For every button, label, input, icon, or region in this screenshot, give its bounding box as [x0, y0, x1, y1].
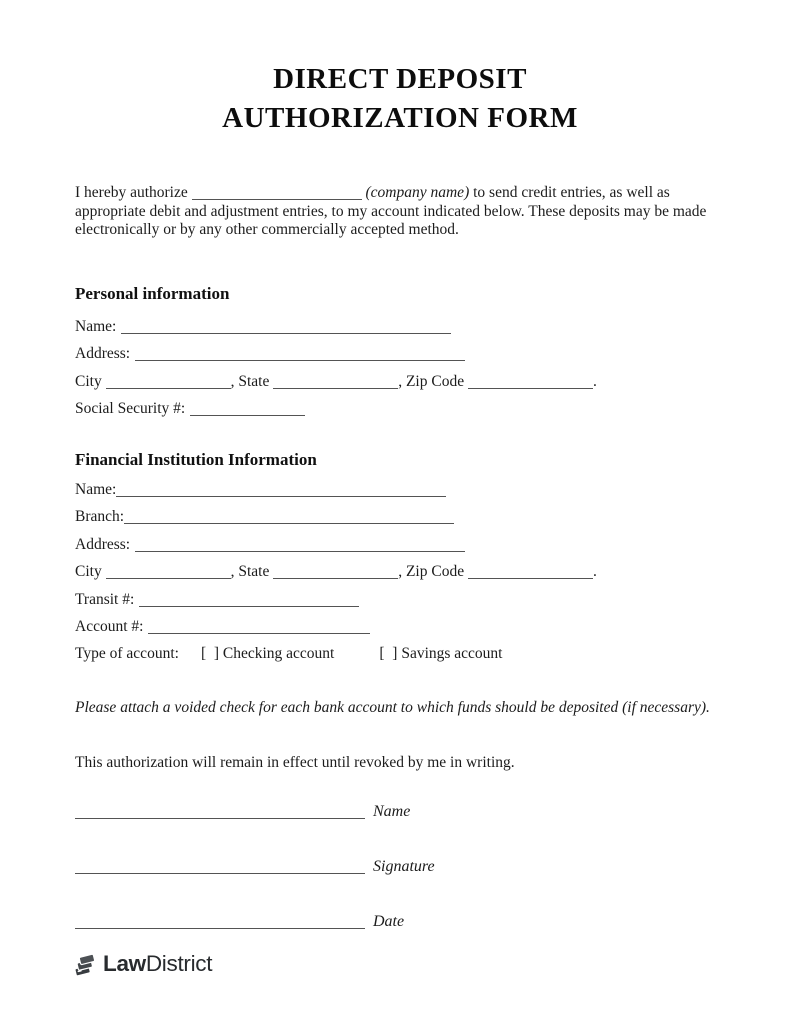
financial-zip-label: , Zip Code [398, 563, 465, 581]
financial-name-row [75, 476, 740, 503]
page-title-line2: AUTHORIZATION FORM [222, 102, 578, 134]
financial-name-field[interactable] [116, 485, 446, 497]
financial-line-end: . [592, 563, 597, 581]
financial-state-label: , State [230, 563, 270, 581]
financial-city-state-zip-row [75, 558, 740, 585]
signature-date-field[interactable] [75, 917, 365, 929]
financial-state-field[interactable] [273, 567, 398, 579]
personal-address-field[interactable] [135, 349, 465, 361]
financial-transit-field[interactable] [139, 595, 359, 607]
company-name-hint: (company name) [365, 184, 470, 201]
account-type-label: Type of account: [75, 645, 179, 663]
page-title-line1: DIRECT DEPOSIT [273, 63, 527, 95]
signature-sign-field[interactable] [75, 862, 365, 874]
personal-zip-field[interactable] [468, 377, 593, 389]
financial-transit-label: Transit #: [75, 590, 135, 608]
financial-address-row [75, 531, 740, 558]
personal-zip-label: , Zip Code [398, 372, 465, 390]
signature-sign-label: Signature [373, 858, 435, 875]
signature-name-row [75, 802, 410, 822]
financial-account-row [75, 613, 740, 640]
page-title [0, 60, 800, 138]
intro-paragraph [75, 184, 723, 240]
signature-sign-row [75, 857, 435, 877]
brand-text-law: Law [103, 951, 146, 976]
personal-address-label: Address: [75, 345, 131, 363]
savings-account-checkbox[interactable]: [ ] [379, 645, 398, 663]
financial-branch-label: Branch: [75, 508, 125, 526]
intro-lead: I hereby authorize [75, 184, 188, 201]
financial-city-label: City [75, 563, 102, 581]
financial-branch-row [75, 503, 740, 530]
account-type-row [75, 640, 740, 667]
financial-city-field[interactable] [106, 567, 231, 579]
lawdistrict-logo-icon [71, 951, 98, 977]
personal-name-row [75, 313, 740, 340]
financial-transit-row [75, 586, 740, 613]
financial-name-label: Name: [75, 481, 117, 498]
voided-check-note: Please attach a voided check for each bank account to which funds should be deposited (if necessary). [75, 699, 710, 716]
personal-info-rows [75, 313, 740, 423]
personal-ssn-label: Social Security #: [75, 400, 186, 418]
financial-account-label: Account #: [75, 618, 144, 636]
brand-text-district: District [145, 951, 213, 976]
signature-name-label: Name [373, 803, 411, 820]
personal-address-row [75, 340, 740, 367]
intro-body: to send credit entries, as well as appropriate debit and adjustment entries, to my account indicated below. These deposits may be made electronically or by any other commercially accepted method. [75, 184, 707, 239]
signature-date-label: Date [373, 913, 405, 930]
signature-name-field[interactable] [75, 807, 365, 819]
personal-city-state-zip-row [75, 368, 740, 395]
signature-date-row [75, 912, 404, 932]
personal-city-field[interactable] [106, 377, 231, 389]
checking-account-label: Checking account [222, 645, 335, 663]
personal-state-label: , State [230, 372, 270, 390]
revocation-note: This authorization will remain in effect until revoked by me in writing. [75, 754, 515, 771]
financial-address-field[interactable] [135, 540, 465, 552]
lawdistrict-logo [71, 951, 212, 977]
financial-account-field[interactable] [148, 622, 370, 634]
financial-info-rows [75, 476, 740, 668]
personal-info-heading: Personal information [75, 284, 230, 303]
financial-zip-field[interactable] [468, 567, 593, 579]
personal-line-end: . [592, 372, 597, 390]
financial-info-heading: Financial Institution Information [75, 450, 317, 469]
company-name-field[interactable] [192, 188, 362, 200]
financial-branch-field[interactable] [124, 512, 454, 524]
personal-state-field[interactable] [273, 377, 398, 389]
personal-ssn-row [75, 395, 740, 422]
personal-name-label: Name: [75, 318, 117, 335]
financial-address-label: Address: [75, 535, 131, 553]
personal-name-field[interactable] [121, 322, 451, 334]
checking-account-checkbox[interactable]: [ ] [200, 645, 220, 663]
personal-city-label: City [75, 372, 102, 390]
personal-ssn-field[interactable] [190, 404, 305, 416]
savings-account-label: Savings account [401, 645, 503, 663]
